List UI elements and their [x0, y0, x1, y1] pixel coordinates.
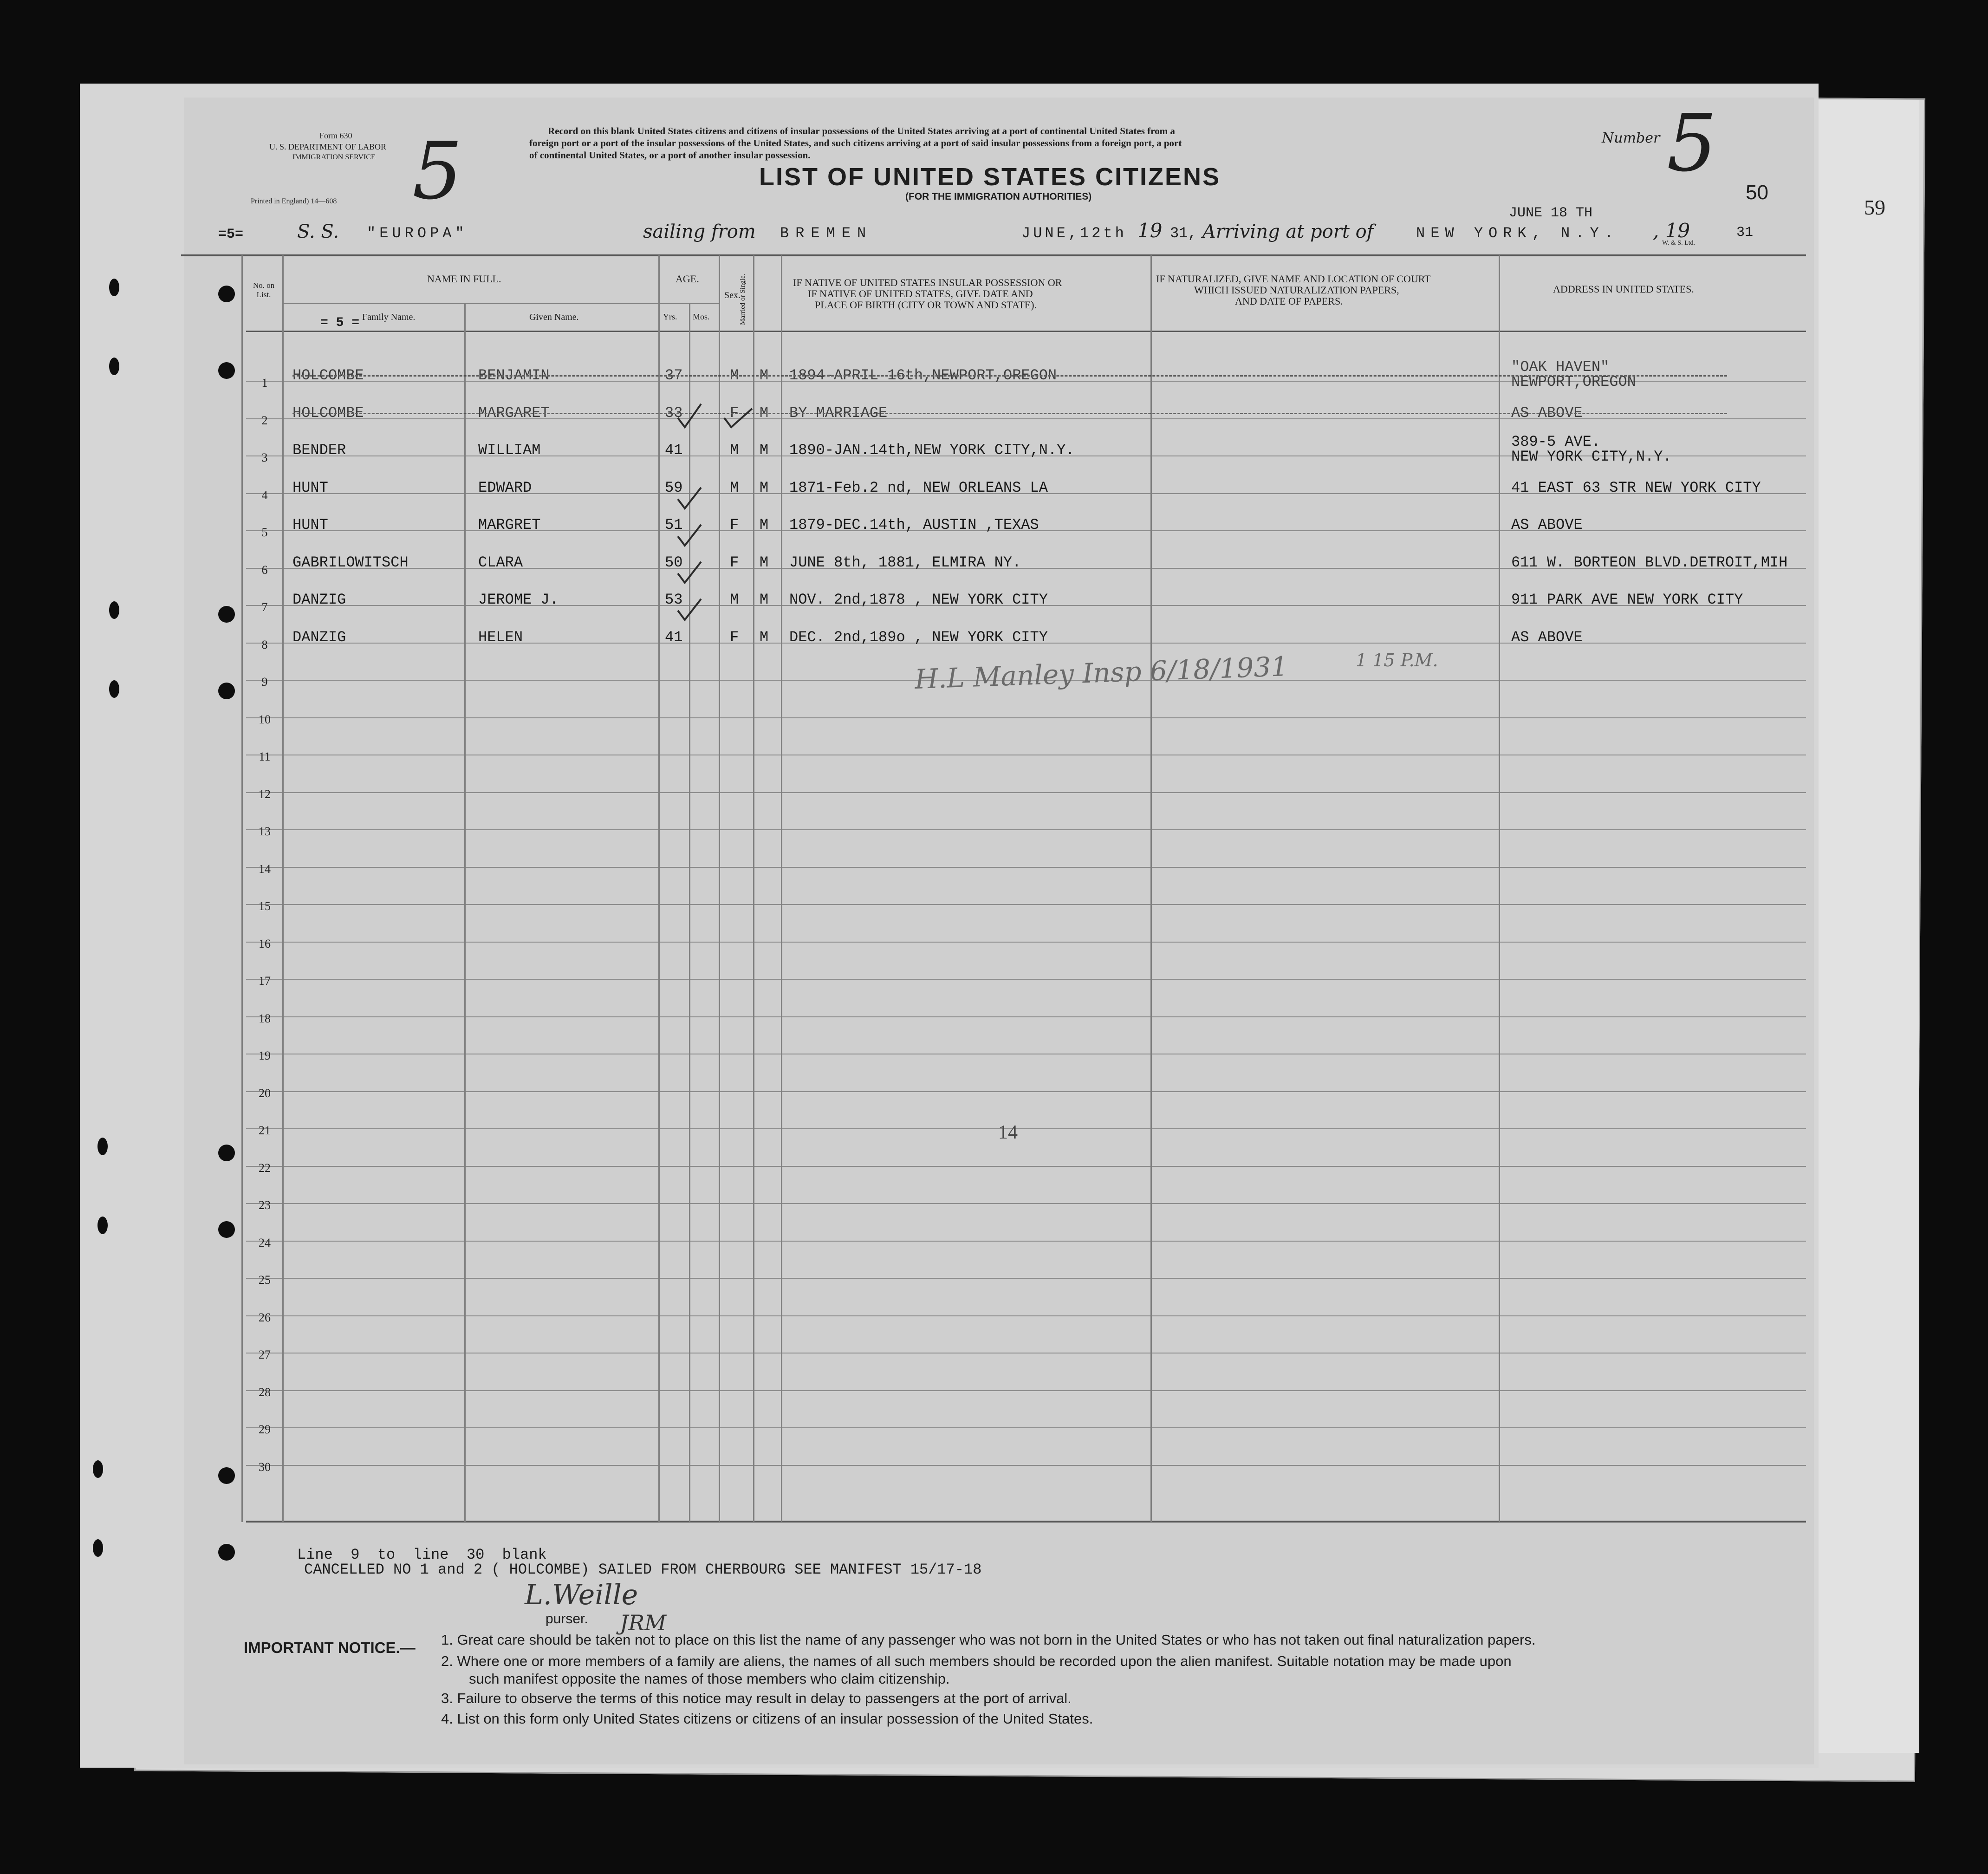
binder-hole [218, 1467, 235, 1484]
row-number: 20 [259, 1086, 271, 1100]
cancel-note: CANCELLED NO 1 and 2 ( HOLCOMBE) SAILED FROM CHERBOURG SEE MANIFEST 15/17-18 [304, 1561, 982, 1578]
notice-title: IMPORTANT NOTICE.— [244, 1639, 416, 1656]
description-line-2: foreign port or a port of the insular possessions of the United States, and such citizens arriving at a port of said insular possessions from a foreign port, a port [529, 137, 1182, 149]
header-age: AGE. [676, 273, 699, 285]
purser-label: purser. [546, 1611, 588, 1627]
row-number: 28 [259, 1385, 271, 1399]
row-line [246, 867, 1806, 868]
row-line [246, 1166, 1806, 1167]
year-prefix-2: , 19 [1653, 219, 1690, 242]
header-native-3: PLACE OF BIRTH (CITY OR TOWN AND STATE). [815, 299, 1037, 311]
page-title: LIST OF UNITED STATES CITIZENS [759, 163, 1221, 191]
birth-info: JUNE 8th, 1881, ELMIRA NY. [789, 553, 1021, 571]
sex: F [730, 553, 739, 571]
sex: M [730, 367, 739, 384]
header-naturalized-2: WHICH ISSUED NATURALIZATION PAPERS, [1194, 284, 1399, 296]
age: 53 [665, 591, 683, 608]
manifest-form-area [184, 98, 1814, 1764]
year-prefix-1: 19 [1137, 219, 1163, 242]
family-name: HOLCOMBE [292, 404, 364, 422]
row-line [246, 1241, 1806, 1242]
marital-status: M [760, 367, 769, 384]
address: 911 PARK AVE NEW YORK CITY [1511, 591, 1743, 608]
header-name-in-full: NAME IN FULL. [427, 273, 501, 285]
family-name: HOLCOMBE [292, 367, 364, 384]
purser-signature: L.Weille [525, 1579, 638, 1611]
arrival-date: JUNE 18 TH [1509, 205, 1593, 221]
department: U. S. DEPARTMENT OF LABOR [269, 142, 386, 151]
header-list-mark: = 5 = [320, 316, 360, 330]
age: 59 [665, 479, 683, 496]
voyage-list-mark: =5= [218, 227, 244, 242]
arrival-port: NEW YORK, N.Y. [1416, 225, 1619, 242]
binder-hole [109, 358, 119, 375]
header-mos: Mos. [693, 312, 710, 321]
manifest-page [80, 84, 1819, 1768]
blank-lines-note: Line 9 to line 30 blank [297, 1546, 547, 1563]
column-divider [464, 303, 466, 1522]
row-line [246, 904, 1806, 905]
ss-label: S. S. [297, 221, 339, 242]
row-number: 19 [259, 1049, 271, 1062]
address: "OAK HAVEN" [1511, 358, 1610, 376]
address: AS ABOVE [1511, 404, 1583, 422]
row-number: 4 [261, 488, 268, 502]
given-name: MARGARET [478, 404, 550, 422]
table-header-bottom [246, 331, 1806, 332]
family-name: DANZIG [292, 591, 346, 608]
inspector-note: H.L Manley Insp 6/18/1931 [914, 650, 1289, 696]
description-line-1: Record on this blank United States citizens and citizens of insular possessions of the United States arriving at a port of continental United States from a [548, 125, 1175, 137]
page-subtitle: (FOR THE IMMIGRATION AUTHORITIES) [905, 191, 1092, 202]
birth-info: 1871-Feb.2 nd, NEW ORLEANS LA [789, 479, 1048, 496]
header-native-2: IF NATIVE OF UNITED STATES, GIVE DATE AND [808, 288, 1033, 299]
marital-status: M [760, 516, 769, 534]
header-naturalized-1: IF NATURALIZED, GIVE NAME AND LOCATION OF COURT [1156, 273, 1431, 285]
given-name: JEROME J. [478, 591, 559, 608]
header-married-or-single: Married or Single. [739, 273, 747, 325]
underlying-sheet-edge [1811, 100, 1919, 1753]
birth-info: NOV. 2nd,1878 , NEW YORK CITY [789, 591, 1048, 608]
row-line [246, 942, 1806, 943]
header-address: ADDRESS IN UNITED STATES. [1553, 283, 1694, 295]
year-suffix-1: 31, [1170, 225, 1197, 242]
binder-hole [109, 279, 119, 296]
marital-status: M [760, 404, 769, 422]
row-line [246, 1427, 1806, 1428]
binder-hole [218, 606, 235, 623]
center-mark: 14 [998, 1122, 1018, 1143]
birth-info: 1894-APRIL 16th,NEWPORT,OREGON [789, 367, 1057, 384]
row-number: 11 [259, 750, 271, 763]
row-number: 5 [261, 526, 268, 539]
sex: F [730, 628, 739, 646]
row-number: 1 [261, 376, 268, 390]
row-line [246, 1390, 1806, 1391]
birth-info: BY MARRIAGE [789, 404, 888, 422]
address: 611 W. BORTEON BLVD.DETROIT,MIH [1511, 553, 1788, 571]
given-name: MARGRET [478, 516, 541, 534]
number-label: Number [1602, 130, 1660, 146]
binder-hole [93, 1539, 103, 1557]
age: 33 [665, 404, 683, 422]
given-name: CLARA [478, 553, 523, 571]
family-name: HUNT [292, 516, 328, 534]
notice-1: 1. Great care should be taken not to place on this list the name of any passenger who was not born in the United States or who has not taken out final naturalization papers. [441, 1632, 1536, 1648]
row-number: 3 [261, 451, 268, 464]
inspector-time: 1 15 P.M. [1356, 650, 1438, 670]
row-line [246, 792, 1806, 793]
cancel-strikethrough [292, 413, 1727, 414]
row-number: 2 [261, 413, 268, 427]
checkmarks [673, 399, 785, 641]
row-number: 29 [259, 1423, 271, 1436]
address-line-2: NEW YORK CITY,N.Y. [1511, 448, 1672, 465]
column-divider [241, 255, 243, 1522]
binder-hole [218, 362, 235, 379]
column-divider [282, 255, 284, 1522]
row-line [246, 829, 1806, 830]
row-number: 14 [259, 862, 271, 876]
row-line [246, 1091, 1806, 1092]
binder-hole [109, 601, 119, 619]
address: AS ABOVE [1511, 516, 1583, 534]
address: 389-5 AVE. [1511, 433, 1601, 450]
address-line-2: NEWPORT,OREGON [1511, 373, 1636, 390]
marital-status: M [760, 442, 769, 459]
given-name: EDWARD [478, 479, 532, 496]
notice-4: 4. List on this form only United States citizens or citizens of an insular possession of the United States. [441, 1711, 1093, 1727]
header-native-1: IF NATIVE OF UNITED STATES INSULAR POSSESSION OR [793, 277, 1062, 288]
purser-initials: JRM [620, 1610, 667, 1635]
year-suffix-2: 31 [1736, 225, 1754, 241]
row-number: 25 [259, 1273, 271, 1287]
sex: M [730, 442, 739, 459]
arriving-label: Arriving at port of [1202, 221, 1374, 242]
given-name: HELEN [478, 628, 523, 646]
row-line [246, 1278, 1806, 1279]
marital-status: M [760, 591, 769, 608]
marital-status: M [760, 553, 769, 571]
row-number: 22 [259, 1161, 271, 1175]
header-yrs: Yrs. [663, 312, 677, 321]
row-number: 27 [259, 1348, 271, 1361]
address: 41 EAST 63 STR NEW YORK CITY [1511, 479, 1761, 496]
notice-2a: 2. Where one or more members of a family are aliens, the names of all such members should be recorded upon the alien manifest. Suitable notation may be made upon [441, 1653, 1512, 1669]
age: 41 [665, 442, 683, 459]
row-line [246, 1128, 1806, 1129]
binder-hole [97, 1138, 108, 1155]
row-number: 10 [259, 712, 271, 726]
row-number: 12 [259, 787, 271, 801]
row-number: 6 [261, 563, 268, 577]
header-no-on-list: No. on List. [253, 281, 275, 299]
binder-hole [218, 1544, 235, 1561]
column-divider [658, 255, 660, 1522]
given-name: WILLIAM [478, 442, 541, 459]
row-line [246, 1203, 1806, 1204]
row-line [246, 1465, 1806, 1466]
age: 41 [665, 628, 683, 646]
row-line [246, 1016, 1806, 1017]
header-naturalized-3: AND DATE OF PAPERS. [1235, 295, 1343, 307]
sex: F [730, 516, 739, 534]
row-number: 15 [259, 899, 271, 913]
row-number: 17 [259, 974, 271, 988]
column-divider [1150, 255, 1152, 1522]
name-header-divider [282, 303, 658, 304]
row-number: 8 [261, 638, 268, 651]
row-number: 7 [261, 600, 268, 614]
row-line [246, 1315, 1806, 1316]
binder-hole [218, 286, 235, 302]
binder-hole [97, 1217, 108, 1234]
list-number-left: 5 [412, 125, 463, 217]
row-line [246, 717, 1806, 718]
birth-info: DEC. 2nd,189o , NEW YORK CITY [789, 628, 1048, 646]
notice-2b: such manifest opposite the names of those members who claim citizenship. [469, 1671, 950, 1687]
sex: M [730, 479, 739, 496]
row-number: 21 [259, 1124, 271, 1137]
column-divider [1499, 255, 1500, 1522]
marital-status: M [760, 479, 769, 496]
row-number: 13 [259, 825, 271, 838]
age-header-divider [658, 303, 719, 304]
row-line [246, 979, 1806, 980]
birth-info: 1879-DEC.14th, AUSTIN ,TEXAS [789, 516, 1039, 534]
age: 51 [665, 516, 683, 534]
printer-mark: W. & S. Ltd. [1662, 240, 1696, 247]
row-number: 23 [259, 1198, 271, 1212]
number-value: 5 [1667, 98, 1717, 189]
form-number: Form 630 [319, 131, 352, 140]
from-port: BREMEN [780, 225, 873, 242]
binder-hole [218, 683, 235, 699]
row-number: 16 [259, 937, 271, 950]
given-name: BENJAMIN [478, 367, 550, 384]
row-number: 26 [259, 1310, 271, 1324]
sailing-label: sailing from [643, 221, 756, 242]
page-number: 50 [1746, 181, 1768, 204]
notice-3: 3. Failure to observe the terms of this notice may result in delay to passengers at the port of arrival. [441, 1690, 1072, 1706]
binder-hole [109, 680, 119, 698]
row-number: 9 [261, 675, 268, 689]
cancel-strikethrough [292, 375, 1727, 377]
family-name: GABRILOWITSCH [292, 553, 409, 571]
age: 37 [665, 367, 683, 384]
sex: F [730, 404, 739, 422]
sex: M [730, 591, 739, 608]
binder-hole [93, 1460, 103, 1478]
description-line-3: of continental United States, or a port of another insular possession. [529, 150, 811, 161]
table-top-border [181, 254, 1806, 256]
address: AS ABOVE [1511, 628, 1583, 646]
family-name: HUNT [292, 479, 328, 496]
family-name: DANZIG [292, 628, 346, 646]
age: 50 [665, 553, 683, 571]
header-family-name: Family Name. [362, 312, 416, 322]
row-number: 24 [259, 1236, 271, 1249]
birth-info: 1890-JAN.14th,NEW YORK CITY,N.Y. [789, 442, 1075, 459]
sheet-number: 59 [1864, 195, 1885, 219]
header-given-name: Given Name. [529, 312, 579, 322]
marital-status: M [760, 628, 769, 646]
header-sex: Sex. [724, 290, 741, 300]
ship-name: "EUROPA" [367, 225, 468, 242]
table-bottom-border [246, 1521, 1806, 1523]
printed-note: Printed in England) 14—608 [251, 197, 337, 205]
row-number: 30 [259, 1460, 271, 1474]
family-name: BENDER [292, 442, 346, 459]
service: IMMIGRATION SERVICE [292, 153, 376, 161]
binder-hole [218, 1145, 235, 1161]
binder-hole [218, 1221, 235, 1238]
date-sailed: JUNE,12th [1021, 225, 1127, 242]
row-number: 18 [259, 1011, 271, 1025]
